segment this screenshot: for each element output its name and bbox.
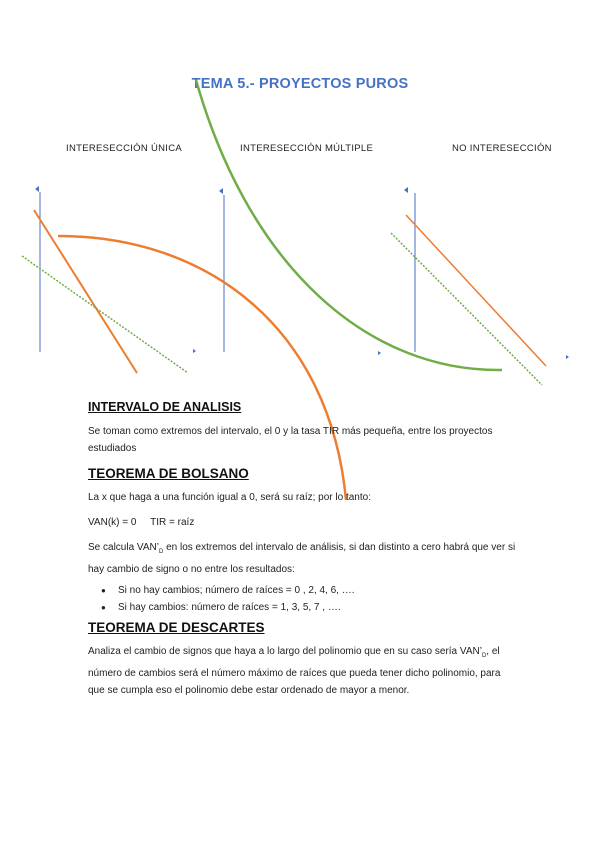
x-axis-3-arrow bbox=[566, 355, 569, 359]
bolsano-line3-end: en los extremos del intervalo de análisis, si dan distinto a cero habrá que ver si hay cambio de signo o no entre los resultados: bbox=[88, 542, 516, 575]
section-intervalo bbox=[88, 400, 518, 457]
descartes-text bbox=[88, 643, 518, 699]
intervalo-text: Se toman como extremos del intervalo, el 0 y la tasa TIR más pequeña, entre los proyectos estudiados bbox=[88, 426, 493, 454]
bullet-item: ● Si hay cambios: número de raíces = 1, 3, 5, 7 , …. bbox=[88, 599, 518, 616]
bolsano-formula: VAN(k) = 0 TIR = raíz bbox=[88, 517, 195, 528]
bolsano-line1: La x que haga a una función igual a 0, será su raíz; por lo tanto: bbox=[88, 492, 371, 503]
panel-single-intersection bbox=[22, 186, 196, 373]
descartes-text-end: , el número de cambios será el número máximo de raíces que pueda tener dicho polinomio, para que se cumpla eso el polinomio debe estar ordenado de mayor a menor. bbox=[88, 646, 501, 696]
descartes-text-start: Analiza el cambio de signos que haya a lo largo del polinomio que en su caso sería VAN’ bbox=[88, 646, 482, 657]
y-axis-1-arrow bbox=[35, 186, 39, 192]
caption-single-intersection: INTERESECCIÓN ÚNICA bbox=[66, 143, 183, 154]
bolsano-line3-sub: D bbox=[158, 549, 164, 555]
caption-multiple-intersection: INTERESECCIÓN MÚLTIPLE bbox=[240, 143, 374, 154]
descartes-text-sub: D bbox=[481, 653, 487, 659]
page-title: TEMA 5.- PROYECTOS PUROS bbox=[191, 76, 409, 92]
green-dashed-line-3 bbox=[391, 233, 542, 385]
orange-line-3 bbox=[406, 215, 546, 366]
bolsano-line3-start: Se calcula VAN’ bbox=[88, 542, 159, 553]
y-axis-3-arrow bbox=[404, 187, 408, 193]
orange-curve bbox=[58, 236, 346, 500]
heading-bolsano: TEOREMA DE BOLSANO bbox=[88, 466, 249, 481]
bolsano-bullets bbox=[88, 582, 518, 616]
caption-no-intersection: NO INTERESECCIÓN bbox=[452, 143, 552, 154]
heading-descartes: TEOREMA DE DESCARTES bbox=[88, 620, 265, 635]
green-dashed-line-1 bbox=[22, 256, 188, 373]
heading-intervalo: INTERVALO DE ANALISIS bbox=[88, 400, 242, 414]
x-axis-1-arrow bbox=[193, 349, 196, 353]
y-axis-2-arrow bbox=[219, 188, 223, 194]
section-bolsano bbox=[88, 466, 518, 616]
orange-line-1 bbox=[34, 210, 137, 373]
green-curve bbox=[196, 80, 502, 370]
section-descartes bbox=[88, 620, 518, 699]
bullet-item: ● Si no hay cambios; número de raíces = 0 , 2, 4, 6, …. bbox=[88, 582, 518, 599]
bolsano-line3 bbox=[88, 539, 518, 578]
x-axis-2-arrow bbox=[378, 351, 381, 355]
